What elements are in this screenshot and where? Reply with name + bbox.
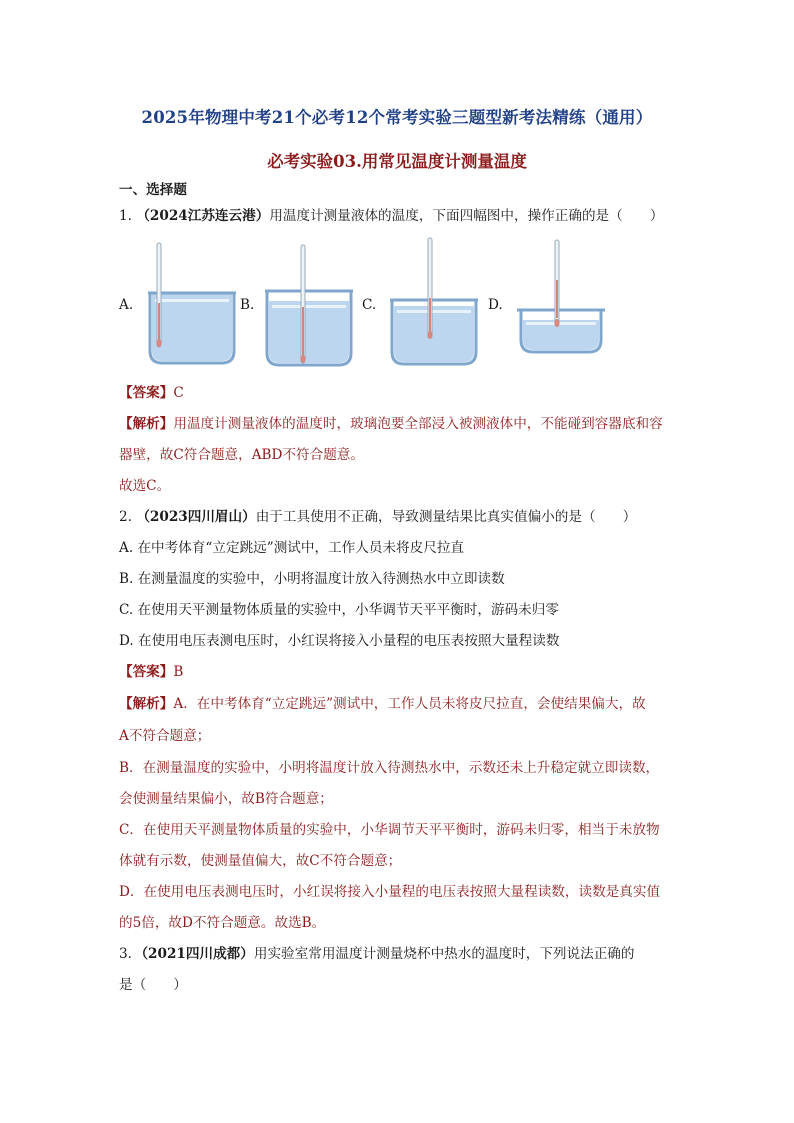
option-a-label: A. (119, 297, 134, 313)
question-source: （2021四川成都） (141, 946, 254, 962)
question-number: 3． (119, 946, 142, 962)
q2-analysis-b-line-2: 会使测量结果偏小，故B符合题意； (119, 791, 333, 807)
document-subtitle: 必考实验03.用常见温度计测量温度 (267, 152, 527, 171)
question-source: （2023四川眉山） (136, 509, 256, 525)
q2-analysis-a-line-1 (119, 694, 679, 714)
beaker-b-image (263, 245, 355, 365)
question-number: 1. (119, 208, 132, 224)
q1-answer (119, 383, 679, 403)
q2-analysis-c-line-1: C．在使用天平测量物体质量的实验中，小华调节天平平衡时，游码未归零，相当于未放物 (119, 822, 660, 838)
question-source: （2024江苏连云港） (136, 208, 270, 224)
question-3-stem-line-2: 是（ ） (119, 977, 187, 993)
q2-answer (119, 662, 679, 682)
q2-analysis-a-line-2: A不符合题意； (119, 728, 211, 744)
beaker-d-image (515, 240, 607, 352)
analysis-tag: 【解析】 (119, 416, 174, 432)
answer-tag: 【答案】 (119, 664, 174, 680)
q2-option-d: D. 在使用电压表测电压时，小红误将接入小量程的电压表按照大量程读数 (119, 633, 560, 649)
question-text: 由于工具使用不正确，导致测量结果比真实值偏小的是（ ） (255, 509, 637, 525)
question-text: 用温度计测量液体的温度，下面四幅图中，操作正确的是（ ） (269, 208, 664, 224)
question-1-stem (119, 206, 679, 226)
q1-conclusion: 故选C。 (119, 478, 171, 494)
section-heading: 一、选择题 (119, 182, 187, 198)
question-2-stem (119, 507, 679, 527)
question-text: 用实验室常用温度计测量烧杯中热水的温度时，下列说法正确的 (253, 946, 635, 962)
q1-analysis-line-1 (119, 414, 679, 434)
beaker-a-image (146, 243, 238, 363)
option-d-label: D. (488, 297, 503, 313)
question-number: 2. (119, 509, 132, 525)
q1-analysis-line-2: 器壁，故C符合题意，ABD不符合题意。 (119, 447, 365, 463)
q2-analysis-c-line-2: 体就有示数，使测量值偏大，故C不符合题意； (119, 853, 402, 869)
document-title: 2025年物理中考21个必考12个常考实验三题型新考法精练（通用） (141, 108, 653, 127)
q2-analysis-d-line-1: D．在使用电压表测电压时，小红误将接入小量程的电压表按照大量程读数，读数是真实值 (119, 884, 661, 900)
q2-option-b: B. 在测量温度的实验中，小明将温度计放入待测热水中立即读数 (119, 571, 505, 587)
analysis-text: 用温度计测量液体的温度时，玻璃泡要全部浸入被测液体中，不能碰到容器底和容 (173, 416, 663, 432)
option-c-label: C. (362, 297, 377, 313)
q2-option-c: C. 在使用天平测量物体质量的实验中，小华调节天平平衡时，游码未归零 (119, 602, 559, 618)
q2-analysis-d-line-2: 的5倍，故D不符合题意。故选B。 (119, 915, 326, 931)
q2-analysis-b-line-1: B．在测量温度的实验中，小明将温度计放入待测热水中，示数还未上升稳定就立即读数， (119, 760, 660, 776)
answer-value: C (173, 385, 184, 401)
question-3-stem (119, 944, 679, 964)
q2-option-a: A. 在中考体育“立定跳远”测试中，工作人员未将皮尺拉直 (119, 540, 465, 556)
answer-tag: 【答案】 (119, 385, 174, 401)
analysis-text: A．在中考体育“立定跳远”测试中，工作人员未将皮尺拉直，会使结果偏大，故 (173, 696, 646, 712)
option-b-label: B. (240, 297, 255, 313)
beaker-c-image (388, 238, 480, 364)
answer-value: B (173, 664, 184, 680)
analysis-tag: 【解析】 (119, 696, 174, 712)
